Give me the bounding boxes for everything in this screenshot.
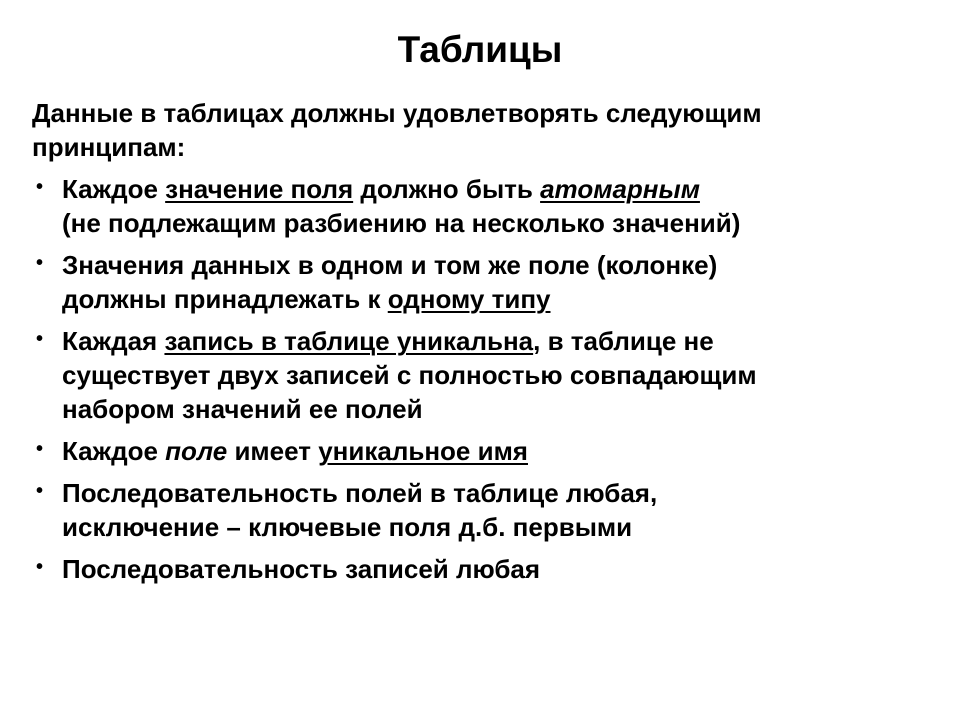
bullet-dot-icon: • bbox=[36, 480, 44, 502]
bullet-item-same-type bbox=[32, 248, 932, 316]
bullet-1-text-a: Каждое bbox=[62, 174, 166, 204]
bullet-2-line-1: Значения данных в одном и том же поле (колонке) bbox=[62, 250, 718, 280]
bullet-4-unique-name-term: уникальное имя bbox=[318, 436, 528, 466]
slide-content bbox=[32, 96, 932, 594]
bullet-1-line-1 bbox=[62, 172, 932, 206]
bullet-6-line-1: Последовательность записей любая bbox=[62, 554, 541, 584]
bullet-dot-icon: • bbox=[36, 556, 44, 578]
bullet-dot-icon: • bbox=[36, 252, 44, 274]
bullet-2-text-a: должны принадлежать к bbox=[62, 284, 388, 314]
bullet-4-field-term: поле bbox=[165, 436, 228, 466]
bullet-1-field-value-term: значение поля bbox=[165, 174, 354, 204]
bullet-3-text-a: Каждая bbox=[62, 326, 165, 356]
bullet-item-field-order bbox=[32, 476, 932, 544]
bullet-4-text-a: Каждое bbox=[62, 436, 166, 466]
intro-line-1: Данные в таблицах должны удовлетворять следующим bbox=[32, 98, 762, 128]
intro-paragraph bbox=[32, 96, 932, 164]
bullet-4-line-1 bbox=[62, 434, 932, 468]
bullet-2-line-2 bbox=[62, 282, 932, 316]
bullet-3-line-2: существует двух записей с полностью совпадающим bbox=[62, 360, 757, 390]
bullet-4-text-c: имеет bbox=[227, 436, 319, 466]
bullet-2-one-type-term: одному типу bbox=[387, 284, 551, 314]
bullet-3-text-c: , в таблице не bbox=[533, 326, 714, 356]
bullet-item-unique-records bbox=[32, 324, 932, 426]
bullet-item-unique-field-name bbox=[32, 434, 932, 468]
bullet-dot-icon: • bbox=[36, 328, 44, 350]
bullet-3-line-1 bbox=[62, 324, 932, 358]
bullet-item-record-order bbox=[32, 552, 932, 586]
bullet-item-atomic-values bbox=[32, 172, 932, 240]
bullet-1-atomic-term: атомарным bbox=[540, 174, 700, 204]
bullet-dot-icon: • bbox=[36, 176, 44, 198]
bullet-1-text-c: должно быть bbox=[353, 174, 541, 204]
intro-line-2: принципам: bbox=[32, 132, 186, 162]
bullet-dot-icon: • bbox=[36, 438, 44, 460]
bullet-list bbox=[32, 172, 932, 586]
bullet-1-line-2: (не подлежащим разбиению на несколько значений) bbox=[62, 208, 741, 238]
bullet-5-line-2: исключение – ключевые поля д.б. первыми bbox=[62, 512, 633, 542]
slide-title: Таблицы bbox=[397, 29, 563, 70]
bullet-5-line-1: Последовательность полей в таблице любая, bbox=[62, 478, 658, 508]
bullet-3-unique-record-term: запись в таблице уникальна bbox=[164, 326, 534, 356]
bullet-3-line-3: набором значений ее полей bbox=[62, 394, 423, 424]
